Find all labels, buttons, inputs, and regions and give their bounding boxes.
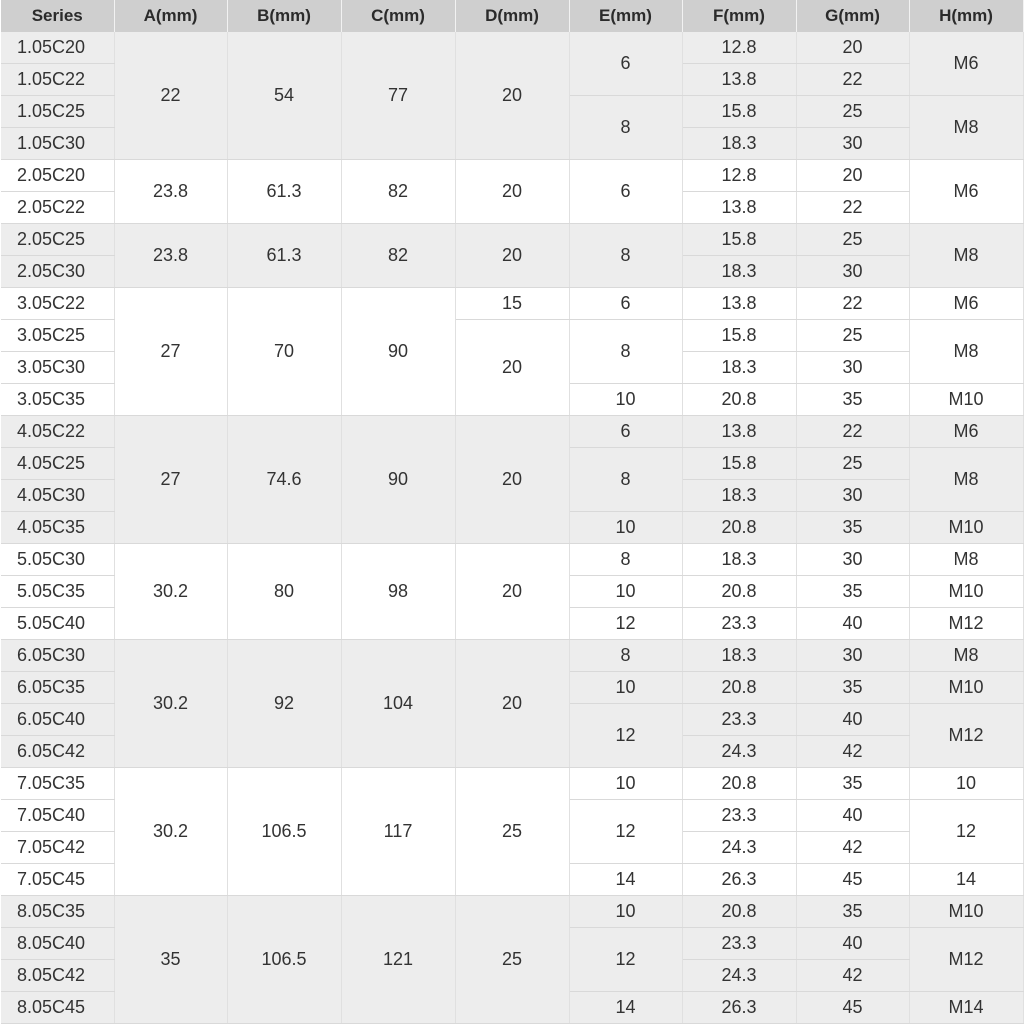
cell-e: 10: [569, 896, 682, 928]
cell-e: 8: [569, 544, 682, 576]
table-row: [1, 224, 1023, 256]
cell-g: 35: [796, 672, 909, 704]
cell-c: 121: [341, 896, 455, 1024]
cell-b: 74.6: [227, 416, 341, 544]
table-row: [1, 544, 1023, 576]
cell-h: M6: [909, 288, 1023, 320]
cell-f: 12.8: [682, 160, 796, 192]
cell-d: 20: [455, 544, 569, 640]
cell-e: 14: [569, 992, 682, 1024]
header-row: [1, 0, 1023, 32]
cell-a: 27: [114, 288, 227, 416]
cell-e: 6: [569, 32, 682, 96]
cell-h: M8: [909, 448, 1023, 512]
cell-d: 20: [455, 224, 569, 288]
cell-f: 23.3: [682, 608, 796, 640]
cell-g: 42: [796, 736, 909, 768]
cell-g: 22: [796, 416, 909, 448]
cell-a: 22: [114, 32, 227, 160]
cell-e: 6: [569, 288, 682, 320]
series-cell: 6.05C30: [1, 640, 114, 672]
cell-f: 15.8: [682, 320, 796, 352]
cell-f: 15.8: [682, 224, 796, 256]
series-cell: 2.05C20: [1, 160, 114, 192]
cell-e: 12: [569, 928, 682, 992]
table-row: [1, 160, 1023, 192]
cell-g: 22: [796, 192, 909, 224]
cell-d: 20: [455, 160, 569, 224]
cell-f: 20.8: [682, 576, 796, 608]
cell-f: 20.8: [682, 672, 796, 704]
cell-h: M8: [909, 96, 1023, 160]
cell-h: 10: [909, 768, 1023, 800]
cell-f: 26.3: [682, 992, 796, 1024]
header-h: H(mm): [909, 0, 1023, 32]
cell-g: 30: [796, 256, 909, 288]
cell-h: M10: [909, 512, 1023, 544]
cell-b: 80: [227, 544, 341, 640]
cell-c: 77: [341, 32, 455, 160]
cell-b: 106.5: [227, 896, 341, 1024]
cell-d: 20: [455, 32, 569, 160]
cell-h: M10: [909, 576, 1023, 608]
table-row: [1, 896, 1023, 928]
cell-h: M6: [909, 416, 1023, 448]
cell-h: M12: [909, 608, 1023, 640]
cell-d: 20: [455, 640, 569, 768]
series-cell: 3.05C30: [1, 352, 114, 384]
cell-g: 35: [796, 576, 909, 608]
cell-e: 10: [569, 672, 682, 704]
cell-f: 13.8: [682, 416, 796, 448]
cell-f: 13.8: [682, 288, 796, 320]
series-cell: 1.05C25: [1, 96, 114, 128]
cell-g: 22: [796, 288, 909, 320]
cell-f: 26.3: [682, 864, 796, 896]
cell-g: 25: [796, 224, 909, 256]
cell-e: 8: [569, 448, 682, 512]
cell-g: 35: [796, 768, 909, 800]
cell-f: 13.8: [682, 64, 796, 96]
cell-e: 6: [569, 416, 682, 448]
cell-d: 25: [455, 896, 569, 1024]
cell-h: M6: [909, 160, 1023, 224]
series-cell: 1.05C30: [1, 128, 114, 160]
cell-g: 25: [796, 320, 909, 352]
series-cell: 3.05C35: [1, 384, 114, 416]
cell-h: M14: [909, 992, 1023, 1024]
cell-h: M12: [909, 928, 1023, 992]
cell-e: 8: [569, 224, 682, 288]
cell-b: 106.5: [227, 768, 341, 896]
cell-b: 61.3: [227, 160, 341, 224]
cell-f: 18.3: [682, 544, 796, 576]
series-cell: 8.05C35: [1, 896, 114, 928]
series-cell: 7.05C42: [1, 832, 114, 864]
header-a: A(mm): [114, 0, 227, 32]
header-d: D(mm): [455, 0, 569, 32]
header-series: Series: [1, 0, 114, 32]
cell-b: 70: [227, 288, 341, 416]
table-header: [1, 0, 1023, 32]
cell-h: M10: [909, 384, 1023, 416]
cell-g: 42: [796, 960, 909, 992]
cell-g: 40: [796, 800, 909, 832]
header-g: G(mm): [796, 0, 909, 32]
cell-c: 82: [341, 160, 455, 224]
series-cell: 2.05C22: [1, 192, 114, 224]
series-cell: 1.05C22: [1, 64, 114, 96]
cell-f: 13.8: [682, 192, 796, 224]
cell-f: 24.3: [682, 736, 796, 768]
cell-f: 20.8: [682, 384, 796, 416]
cell-h: M6: [909, 32, 1023, 96]
cell-e: 6: [569, 160, 682, 224]
series-cell: 1.05C20: [1, 32, 114, 64]
series-cell: 7.05C40: [1, 800, 114, 832]
cell-c: 90: [341, 416, 455, 544]
cell-g: 25: [796, 96, 909, 128]
cell-c: 104: [341, 640, 455, 768]
cell-a: 23.8: [114, 160, 227, 224]
series-cell: 8.05C42: [1, 960, 114, 992]
cell-e: 10: [569, 768, 682, 800]
series-cell: 3.05C25: [1, 320, 114, 352]
cell-f: 23.3: [682, 704, 796, 736]
cell-e: 12: [569, 608, 682, 640]
series-cell: 4.05C22: [1, 416, 114, 448]
cell-f: 23.3: [682, 800, 796, 832]
cell-c: 90: [341, 288, 455, 416]
cell-h: 12: [909, 800, 1023, 864]
series-cell: 4.05C25: [1, 448, 114, 480]
cell-g: 35: [796, 896, 909, 928]
cell-g: 40: [796, 928, 909, 960]
table-body: [1, 32, 1023, 1024]
cell-f: 18.3: [682, 352, 796, 384]
series-cell: 4.05C30: [1, 480, 114, 512]
cell-h: M8: [909, 544, 1023, 576]
cell-a: 30.2: [114, 544, 227, 640]
cell-g: 30: [796, 480, 909, 512]
series-cell: 7.05C35: [1, 768, 114, 800]
cell-h: M8: [909, 224, 1023, 288]
cell-a: 30.2: [114, 768, 227, 896]
cell-g: 22: [796, 64, 909, 96]
cell-e: 12: [569, 704, 682, 768]
series-cell: 4.05C35: [1, 512, 114, 544]
header-e: E(mm): [569, 0, 682, 32]
series-cell: 2.05C30: [1, 256, 114, 288]
series-cell: 6.05C40: [1, 704, 114, 736]
cell-e: 10: [569, 512, 682, 544]
table-row: [1, 32, 1023, 64]
cell-c: 117: [341, 768, 455, 896]
series-cell: 2.05C25: [1, 224, 114, 256]
cell-f: 18.3: [682, 640, 796, 672]
header-c: C(mm): [341, 0, 455, 32]
cell-g: 30: [796, 128, 909, 160]
series-cell: 6.05C42: [1, 736, 114, 768]
cell-h: 14: [909, 864, 1023, 896]
series-cell: 5.05C40: [1, 608, 114, 640]
cell-g: 40: [796, 704, 909, 736]
cell-f: 18.3: [682, 480, 796, 512]
cell-b: 92: [227, 640, 341, 768]
header-b: B(mm): [227, 0, 341, 32]
cell-e: 10: [569, 576, 682, 608]
series-cell: 5.05C35: [1, 576, 114, 608]
cell-g: 30: [796, 640, 909, 672]
cell-a: 27: [114, 416, 227, 544]
cell-g: 30: [796, 544, 909, 576]
cell-h: M10: [909, 896, 1023, 928]
cell-e: 12: [569, 800, 682, 864]
cell-f: 18.3: [682, 256, 796, 288]
cell-g: 40: [796, 608, 909, 640]
cell-d: 20: [455, 416, 569, 544]
cell-e: 14: [569, 864, 682, 896]
cell-f: 20.8: [682, 768, 796, 800]
cell-f: 15.8: [682, 96, 796, 128]
cell-a: 35: [114, 896, 227, 1024]
cell-d: 15: [455, 288, 569, 320]
cell-a: 23.8: [114, 224, 227, 288]
table-row: [1, 288, 1023, 320]
cell-b: 61.3: [227, 224, 341, 288]
series-cell: 3.05C22: [1, 288, 114, 320]
cell-f: 12.8: [682, 32, 796, 64]
cell-a: 30.2: [114, 640, 227, 768]
cell-e: 8: [569, 96, 682, 160]
cell-d: 20: [455, 320, 569, 416]
cell-b: 54: [227, 32, 341, 160]
cell-f: 20.8: [682, 896, 796, 928]
table-row: [1, 640, 1023, 672]
cell-f: 20.8: [682, 512, 796, 544]
cell-g: 35: [796, 384, 909, 416]
cell-f: 24.3: [682, 960, 796, 992]
header-f: F(mm): [682, 0, 796, 32]
cell-d: 25: [455, 768, 569, 896]
cell-h: M8: [909, 640, 1023, 672]
dimension-table: [1, 0, 1024, 1024]
cell-f: 24.3: [682, 832, 796, 864]
cell-g: 20: [796, 32, 909, 64]
table-row: [1, 768, 1023, 800]
series-cell: 8.05C40: [1, 928, 114, 960]
cell-g: 45: [796, 864, 909, 896]
cell-g: 30: [796, 352, 909, 384]
cell-g: 25: [796, 448, 909, 480]
cell-g: 45: [796, 992, 909, 1024]
cell-c: 82: [341, 224, 455, 288]
cell-c: 98: [341, 544, 455, 640]
cell-f: 18.3: [682, 128, 796, 160]
cell-e: 10: [569, 384, 682, 416]
cell-f: 23.3: [682, 928, 796, 960]
series-cell: 8.05C45: [1, 992, 114, 1024]
cell-g: 20: [796, 160, 909, 192]
series-cell: 6.05C35: [1, 672, 114, 704]
cell-g: 42: [796, 832, 909, 864]
cell-h: M12: [909, 704, 1023, 768]
cell-g: 35: [796, 512, 909, 544]
series-cell: 7.05C45: [1, 864, 114, 896]
table-row: [1, 416, 1023, 448]
cell-e: 8: [569, 320, 682, 384]
cell-f: 15.8: [682, 448, 796, 480]
cell-h: M10: [909, 672, 1023, 704]
cell-h: M8: [909, 320, 1023, 384]
series-cell: 5.05C30: [1, 544, 114, 576]
cell-e: 8: [569, 640, 682, 672]
